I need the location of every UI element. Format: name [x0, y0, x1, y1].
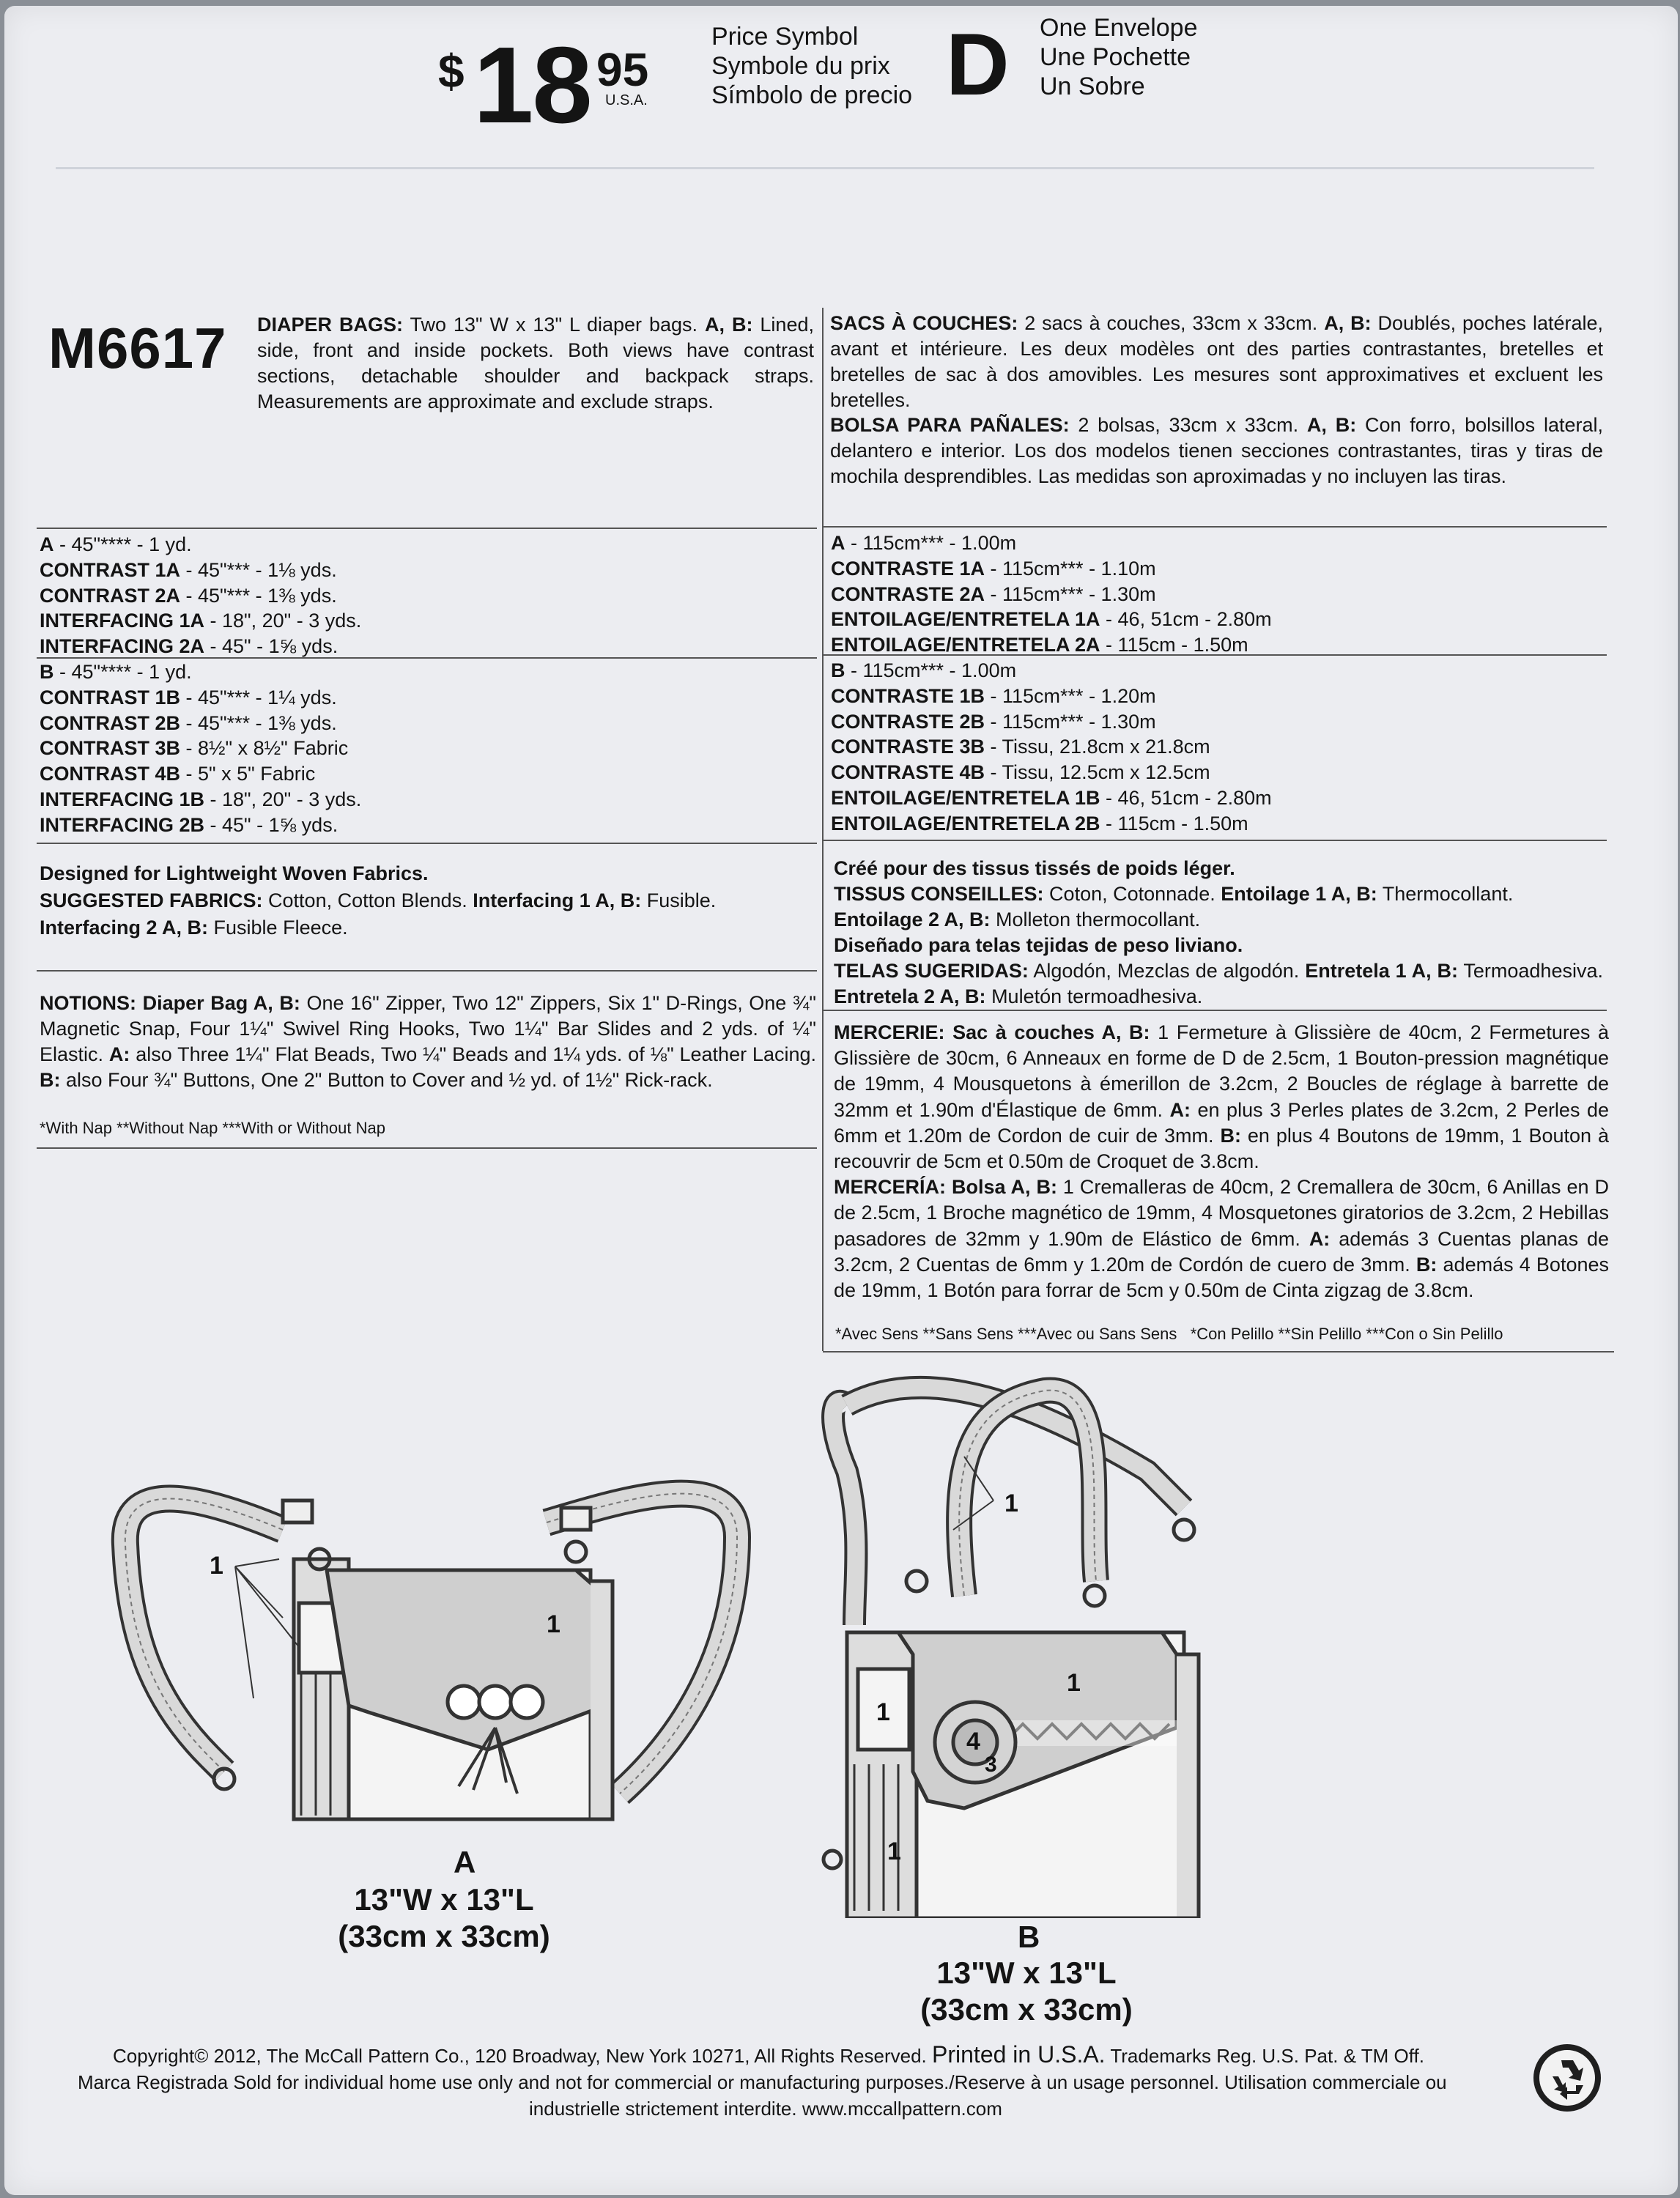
- footer-legal: [78, 2041, 1543, 2122]
- view-b-size-imperial: 13"W x 13"L: [936, 1955, 1117, 1990]
- pattern-envelope: [4, 6, 1678, 2195]
- yardage-label: CONTRASTE 1A: [831, 557, 985, 580]
- yardage-row: [831, 632, 1607, 658]
- printed-in-text: Printed in U.S.A.: [932, 2041, 1106, 2068]
- callout-3: 3: [985, 1753, 997, 1777]
- yardage-label: INTERFACING 2A: [40, 635, 205, 658]
- yardage-row: [40, 608, 816, 634]
- fabrics-en: Designed for Lightweight Woven Fabrics. SUGGESTED FABRICS: Cotton, Cotton Blends. Interfacing 1 A, B: Fusible. Interfacing 2 A, B: Fusible Fleece.: [40, 862, 717, 939]
- column-divider: [822, 308, 824, 1351]
- diaper-bag-a-illustration: [107, 1449, 766, 1845]
- yardage-value: - 45"**** - 1 yd.: [53, 533, 192, 555]
- divider: [823, 840, 1607, 841]
- yardage-value: - 45"*** - 1⅜ yds.: [180, 584, 337, 607]
- divider: [37, 970, 817, 972]
- price-symbol-letter: D: [946, 15, 1010, 114]
- yardage-row: [831, 556, 1607, 582]
- yardage-row: [831, 684, 1607, 709]
- divider: [37, 528, 817, 529]
- divider: [37, 843, 817, 844]
- yardage-label: INTERFACING 1B: [40, 788, 205, 810]
- description-fr: SACS À COUCHES: 2 sacs à couches, 33cm x 33cm. A, B: Doublés, poches latérale, avant et intérieure. Les deux modèles ont des parties contrastantes, bretelles et bretelles de sac à dos amovibles. Les mesures sont approximatives et excluent les bretelles.: [830, 312, 1603, 411]
- yardage-label: CONTRAST 3B: [40, 737, 181, 760]
- yardage-label: INTERFACING 1A: [40, 610, 205, 632]
- yardage-label: B: [40, 660, 54, 683]
- yardage-value: - 5" x 5" Fabric: [180, 763, 316, 785]
- envelope-count-label: [1040, 13, 1198, 101]
- price-symbol-es: Símbolo de precio: [711, 81, 913, 109]
- envelope-count-fr: Une Pochette: [1040, 43, 1191, 71]
- yardage-row: [831, 709, 1607, 735]
- callout-1: 1: [1067, 1669, 1081, 1697]
- callout-1: 1: [876, 1698, 890, 1726]
- yardage-row: [831, 785, 1607, 811]
- view-b-size: [865, 1955, 1188, 2028]
- yardage-row: [40, 711, 816, 736]
- yardage-row: [40, 787, 816, 813]
- yardage-label: ENTOILAGE/ENTRETELA 1A: [831, 608, 1100, 631]
- yardage-row: [40, 685, 816, 711]
- divider: [37, 1147, 817, 1149]
- price-cents: 95: [596, 43, 649, 96]
- yardage-value: - 18", 20" - 3 yds.: [204, 610, 362, 632]
- pattern-number: M6617: [48, 316, 227, 380]
- recycle-icon: [1532, 2043, 1602, 2113]
- yardage-label: A: [40, 533, 54, 555]
- yardage-label: CONTRASTE 3B: [831, 736, 985, 758]
- price-symbol-label: [711, 22, 912, 110]
- description-es: BOLSA PARA PAÑALES: 2 bolsas, 33cm x 33cm. A, B: Con forro, bolsillos lateral, delantero e interior. Los dos modelos tienen secciones contrastantes, tiras y tiras de mochila desprendibles. Las medidas son aproximadas y no incluyen las tiras.: [830, 414, 1603, 487]
- yardage-value: - 45" - 1⅝ yds.: [204, 813, 338, 836]
- view-a-size: [283, 1881, 605, 1955]
- price-symbol-en: Price Symbol: [711, 23, 859, 51]
- yardage-label: CONTRAST 1A: [40, 558, 181, 581]
- divider: [823, 1010, 1607, 1011]
- yardage-table-fr: [831, 530, 1607, 837]
- yardage-label: CONTRAST 2B: [40, 711, 181, 734]
- yardage-row: [831, 582, 1607, 607]
- yardage-value: - 46, 51cm - 2.80m: [1100, 786, 1272, 809]
- yardage-row: [40, 634, 816, 659]
- usage-notice: Marca Registrada Sold for individual home use only and not for commercial or manufacturing purposes./Reserve à un usage personnel. Utilisation commerciale ou: [78, 2071, 1447, 2093]
- yardage-label: CONTRASTE 1B: [831, 684, 985, 707]
- yardage-label: INTERFACING 2B: [40, 813, 205, 836]
- yardage-value: - 18", 20" - 3 yds.: [204, 788, 362, 810]
- notions-en: NOTIONS: Diaper Bag A, B: One 16" Zipper, Two 12" Zippers, Six 1" D-Rings, One ¾" Magnetic Snap, Four 1¼" Swivel Ring Hooks, Two 1¼" Bar Slides and 2 yds. of ¼" Elastic. A: also Three 1¼" Flat Beads, Two ¼" Beads and 1¼ yds. of ⅛" Leather Lacing. B: also Four ¾" Buttons, One 2" Button to Cover and ½ yd. of 1½" Rick-rack.: [40, 992, 817, 1091]
- callout-4: 4: [966, 1728, 980, 1755]
- trademark-text: Trademarks Reg. U.S. Pat. & TM Off.: [1110, 2045, 1424, 2067]
- yardage-row: [40, 532, 816, 558]
- yardage-value: - 115cm*** - 1.00m: [845, 659, 1017, 681]
- yardage-label: CONTRAST 4B: [40, 763, 181, 785]
- yardage-row: [40, 736, 816, 761]
- yardage-value: - 115cm*** - 1.30m: [985, 710, 1156, 733]
- yardage-label: ENTOILAGE/ENTRETELA 2B: [831, 812, 1100, 835]
- yardage-value: - Tissu, 21.8cm x 21.8cm: [985, 736, 1210, 758]
- view-a-letter: A: [454, 1845, 476, 1879]
- callout-1: 1: [887, 1838, 901, 1865]
- description-en: DIAPER BAGS: Two 13" W x 13" L diaper bags. A, B: Lined, side, front and inside pockets. Both views have contrast sections, detachable shoulder and backpack straps. Measurements are approximate and exclude straps.: [257, 314, 814, 412]
- price-country: U.S.A.: [605, 92, 648, 108]
- yardage-row: [40, 761, 816, 787]
- yardage-row: [831, 607, 1607, 632]
- view-b-size-metric: (33cm x 33cm): [920, 1992, 1133, 2027]
- envelope-count-en: One Envelope: [1040, 14, 1198, 42]
- yardage-row: [831, 658, 1607, 684]
- price-symbol-fr: Symbole du prix: [711, 52, 890, 80]
- yardage-row: [831, 530, 1607, 556]
- callout-1: 1: [1004, 1490, 1018, 1517]
- yardage-row: [40, 659, 816, 685]
- envelope-flap-edge: [56, 167, 1594, 191]
- callout-1: 1: [210, 1552, 223, 1580]
- yardage-row: [40, 558, 816, 583]
- yardage-table-en: [40, 532, 816, 838]
- view-b-letter: B: [1018, 1920, 1040, 1954]
- yardage-row: [831, 734, 1607, 760]
- yardage-label: ENTOILAGE/ENTRETELA 2A: [831, 634, 1100, 656]
- yardage-label: CONTRASTE 2B: [831, 710, 985, 733]
- yardage-value: - Tissu, 12.5cm x 12.5cm: [985, 761, 1210, 784]
- yardage-value: - 115cm - 1.50m: [1100, 812, 1248, 835]
- yardage-label: B: [831, 659, 845, 681]
- yardage-label: CONTRASTE 2A: [831, 582, 985, 605]
- yardage-value: - 115cm*** - 1.20m: [985, 684, 1156, 707]
- yardage-value: - 45" - 1⅝ yds.: [204, 635, 338, 658]
- view-a-size-metric: (33cm x 33cm): [338, 1919, 550, 1953]
- yardage-value: - 45"**** - 1 yd.: [53, 660, 192, 683]
- nap-legend-en: *With Nap **Without Nap ***With or Without Nap: [40, 1119, 385, 1137]
- yardage-row: [831, 760, 1607, 785]
- envelope-count-es: Un Sobre: [1040, 73, 1145, 100]
- yardage-label: CONTRASTE 4B: [831, 761, 985, 784]
- yardage-value: - 115cm - 1.50m: [1100, 634, 1248, 656]
- yardage-row: [40, 813, 816, 838]
- diaper-bag-b-illustration: [818, 1361, 1228, 1918]
- view-a-size-imperial: 13"W x 13"L: [354, 1882, 534, 1917]
- yardage-value: - 46, 51cm - 2.80m: [1100, 608, 1272, 631]
- callout-1: 1: [547, 1610, 560, 1638]
- yardage-label: CONTRAST 1B: [40, 686, 181, 708]
- nap-legend-fr-es: *Avec Sens **Sans Sens ***Avec ou Sans Sens *Con Pelillo **Sin Pelillo ***Con o Sin Pelillo: [835, 1325, 1503, 1343]
- divider: [823, 526, 1607, 528]
- yardage-value: - 45"*** - 1¼ yds.: [180, 686, 337, 708]
- copyright-text: Copyright© 2012, The McCall Pattern Co., 120 Broadway, New York 10271, All Rights Reserved.: [113, 2045, 927, 2067]
- divider: [823, 1351, 1614, 1353]
- designed-for-label: Designed for Lightweight Woven Fabrics.: [40, 862, 429, 884]
- fabrics-fr-es: Créé pour des tissus tissés de poids léger. TISSUS CONSEILLES: Coton, Cotonnade. Entoilage 1 A, B: Thermocollant. Entoilage 2 A, B: Molleton thermocollant. Diseñado para telas tejidas de peso liviano. TELAS SUGERIDAS: Algodón, Mezclas de algodón. Entretela 1 A, B: Termoadhesiva. Entretela 2 A, B: Muletón termoadhesiva.: [834, 857, 1603, 1007]
- yardage-value: - 8½" x 8½" Fabric: [180, 737, 349, 760]
- usage-notice-cont: industrielle strictement interdite. www.mccallpattern.com: [529, 2098, 1002, 2120]
- price-dollars: 18: [473, 25, 591, 146]
- yardage-value: - 45"*** - 1⅛ yds.: [180, 558, 337, 581]
- price-dollar-sign: $: [438, 45, 465, 97]
- yardage-row: [40, 583, 816, 609]
- yardage-value: - 115cm*** - 1.30m: [985, 582, 1156, 605]
- yardage-label: CONTRAST 2A: [40, 584, 181, 607]
- yardage-row: [831, 811, 1607, 837]
- yardage-label: ENTOILAGE/ENTRETELA 1B: [831, 786, 1100, 809]
- yardage-label: A: [831, 532, 845, 554]
- notions-fr-es: MERCERIE: Sac à couches A, B: 1 Fermeture à Glissière de 40cm, 2 Fermetures à Glissière de 30cm, 6 Anneaux en forme de D de 2.5cm, 1 Bouton-pression magnétique de 19mm, 4 Mousquetons à émerillon de 3.2cm, 2 Boucles de réglage à barrette de 32mm et 1.90m d'Élastique de 6mm. A: en plus 3 Perles plates de 3.2cm, 2 Perles de 6mm et 1.20m de Cordon de cuir de 3mm. B: en plus 4 Boutons de 19mm, 1 Bouton à recouvrir de 5cm et 0.50m de Croquet de 3.8cm. MERCERÍA: Bolsa A, B: 1 Cremalleras de 40cm, 2 Cremallera de 30cm, 6 Anillas en D de 2.5cm, 1 Broche magnético de 19mm, 4 Mosquetones giratorios de 3.2cm, 2 Hebillas pasadores de 32mm y 1.90m de Elástico de 6mm. A: además 3 Cuentas planas de 3.2cm, 2 Cuentas de 6mm y 1.20m de Cordón de cuero de 3mm. B: además 4 Botones de 19mm, 1 Botón para forrar de 5cm y 0.50m de Cinta zigzag de 3.8cm.: [834, 1021, 1610, 1302]
- yardage-value: - 45"*** - 1⅜ yds.: [180, 711, 337, 734]
- yardage-value: - 115cm*** - 1.10m: [985, 557, 1156, 580]
- yardage-value: - 115cm*** - 1.00m: [845, 532, 1017, 554]
